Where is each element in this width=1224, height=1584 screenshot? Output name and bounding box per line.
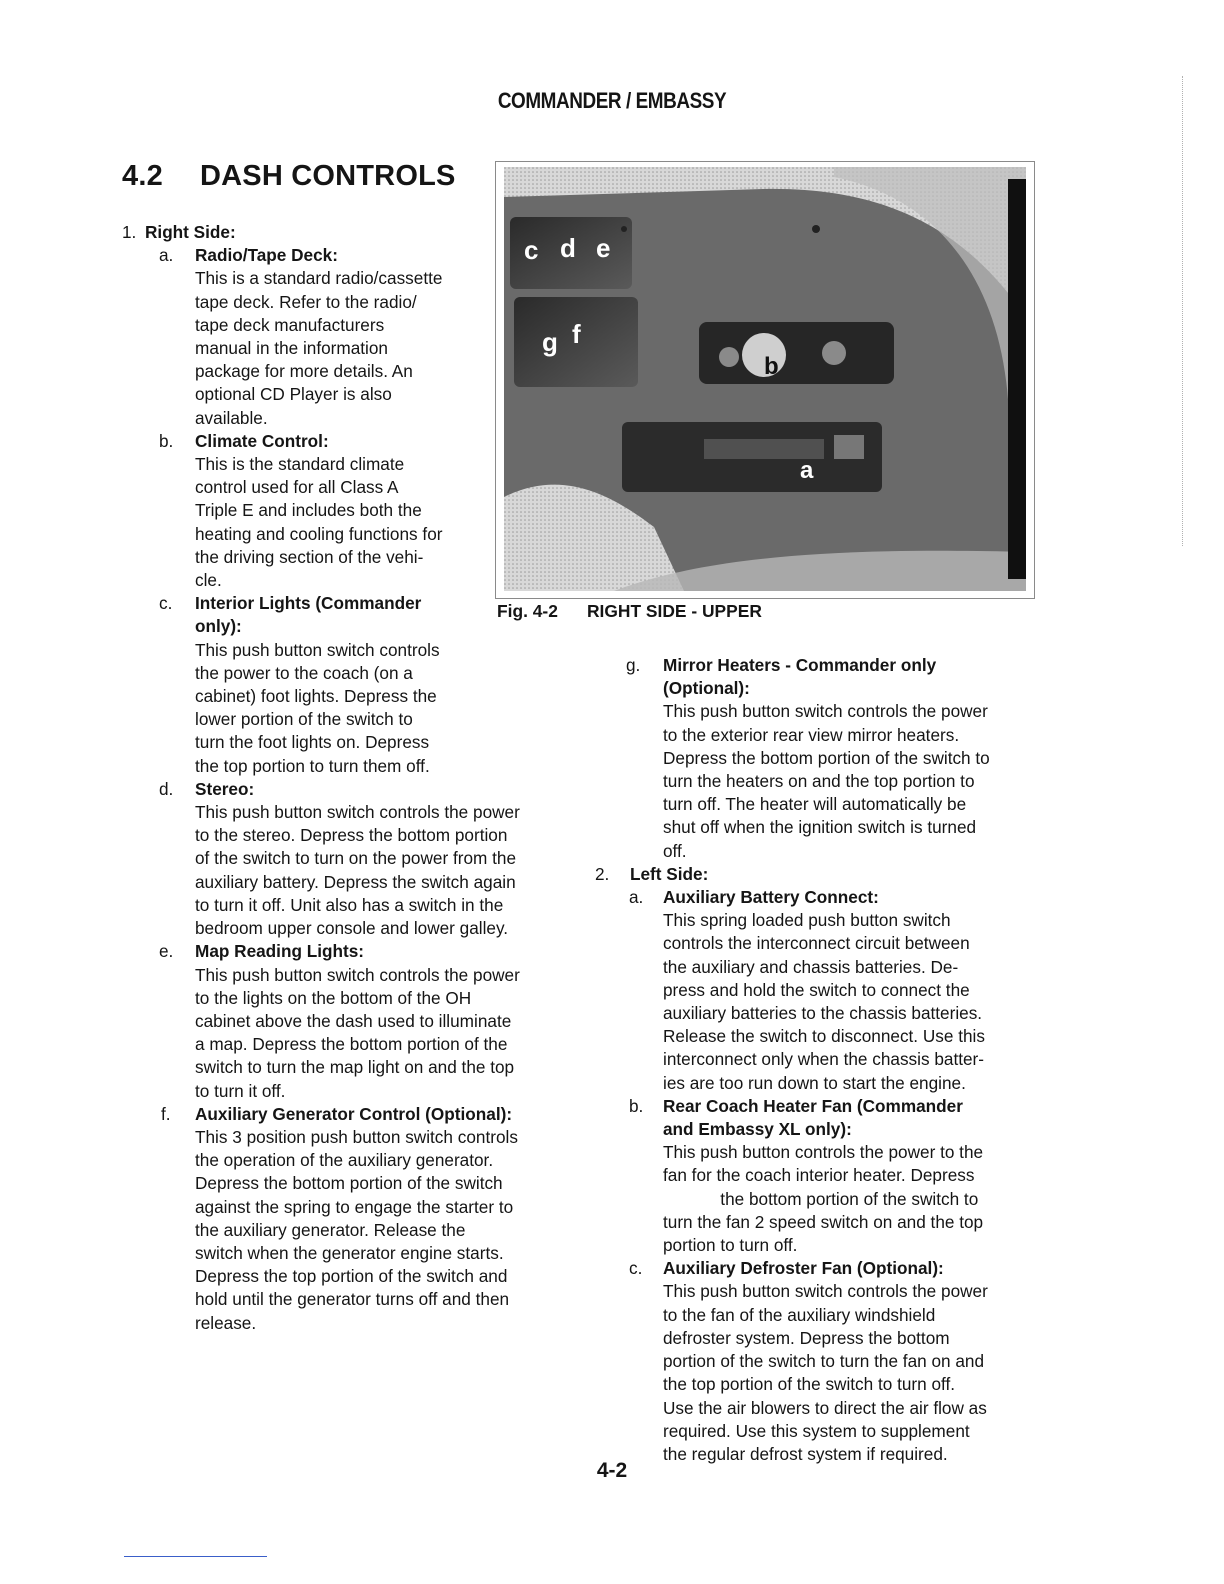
callout-e: e: [596, 233, 611, 263]
item-heading: Auxiliary Battery Connect:: [663, 887, 879, 908]
text-line: the auxiliary generator. Release the: [195, 1219, 466, 1240]
text-line: to the stereo. Depress the bottom portion: [195, 825, 508, 846]
left-item-b: [595, 1095, 1045, 1257]
item-heading: Map Reading Lights:: [195, 941, 365, 962]
text-line: package for more details. An: [195, 361, 413, 382]
figure-caption: [497, 601, 762, 622]
text-line: press and hold the switch to connect the: [663, 979, 970, 1000]
item-letter: c.: [629, 1258, 643, 1279]
text-line: shut off when the ignition switch is turned: [663, 817, 977, 838]
text-line: This push button switch controls the power: [195, 964, 520, 985]
text-line: lower portion of the switch to: [195, 709, 413, 730]
figure-number: Fig. 4-2: [497, 601, 558, 621]
text-line: tape deck. Refer to the radio/: [195, 291, 417, 312]
item-heading: Interior Lights (Commander: [195, 593, 422, 614]
text-line: auxiliary batteries to the chassis batteries.: [663, 1003, 983, 1024]
figure-title: RIGHT SIDE - UPPER: [587, 601, 762, 621]
item-heading: only):: [195, 616, 242, 637]
text-line: This spring loaded push button switch: [663, 910, 951, 931]
callout-c: c: [524, 235, 539, 265]
text-line: against the spring to engage the starter to: [195, 1196, 514, 1217]
text-line: the driving section of the vehi-: [195, 546, 424, 567]
item-letter: b.: [629, 1095, 644, 1116]
callout-g: g: [542, 327, 558, 357]
text-line: to the lights on the bottom of the OH: [195, 987, 472, 1008]
text-line: to the fan of the auxiliary windshield: [663, 1304, 936, 1325]
item-letter: a.: [159, 245, 174, 266]
text-line: This push button controls the power to the: [663, 1142, 984, 1163]
scan-margin-line: [1182, 76, 1183, 546]
page-number: 4-2: [596, 1459, 628, 1482]
text-line: Release the switch to disconnect. Use this: [663, 1026, 985, 1047]
item-letter: d.: [159, 778, 174, 799]
item-letter: e.: [159, 941, 174, 962]
text-line: Depress the bottom portion of the switch: [195, 1173, 503, 1194]
right-item-d: [125, 778, 575, 940]
text-line: tape deck manufacturers: [195, 314, 385, 335]
item-heading: Mirror Heaters - Commander only: [663, 655, 937, 675]
text-line: fan for the coach interior heater. Depress: [663, 1165, 975, 1186]
text-line: bedroom upper console and lower galley.: [195, 918, 509, 939]
callout-f: f: [572, 319, 581, 349]
text-line: cabinet) foot lights. Depress the: [195, 686, 437, 707]
text-line: to turn it off.: [195, 1080, 286, 1101]
item-letter: g.: [626, 655, 641, 675]
text-line: a map. Depress the bottom portion of the: [195, 1034, 508, 1055]
text-line: release.: [195, 1312, 257, 1333]
callout-d: d: [560, 233, 576, 263]
text-line: required. Use this system to supplement: [663, 1420, 970, 1441]
section-heading: DASH CONTROLS: [200, 160, 456, 192]
item-heading: Auxiliary Generator Control (Optional):: [195, 1103, 513, 1124]
text-line: portion of the switch to turn the fan on and: [663, 1351, 985, 1372]
text-line: Use the air blowers to direct the air flow as: [663, 1397, 987, 1418]
section-number: 4.2: [122, 160, 163, 192]
text-line: the top portion of the switch to turn off.: [663, 1374, 956, 1395]
item-letter: b.: [159, 430, 174, 451]
text-line: cabinet above the dash used to illuminate: [195, 1010, 512, 1031]
list-number: 2.: [595, 863, 610, 884]
list-heading: Right Side:: [145, 222, 236, 242]
text-line: This push button switch controls the power: [663, 701, 988, 722]
text-line: turn the fan 2 speed switch on and the top: [663, 1211, 984, 1232]
section-title: [122, 160, 456, 193]
item-heading: and Embassy XL only):: [663, 1119, 852, 1140]
text-line: hold until the generator turns off and then: [195, 1289, 510, 1310]
item-heading: Rear Coach Heater Fan (Commander: [663, 1095, 963, 1116]
text-line: ies are too run down to start the engine.: [663, 1072, 966, 1093]
text-line: of the switch to turn on the power from the: [195, 848, 516, 869]
text-line: the top portion to turn them off.: [195, 755, 430, 776]
right-item-f: [125, 1103, 575, 1335]
item-letter: f.: [161, 1103, 171, 1124]
text-line: Depress the top portion of the switch and: [195, 1266, 508, 1287]
left-item-a: [595, 886, 1045, 1095]
text-line: auxiliary battery. Depress the switch again: [195, 871, 516, 892]
text-line: turn the heaters on and the top portion to: [663, 771, 975, 792]
text-line: the regular defrost system if required.: [663, 1443, 948, 1464]
text-line: This push button switch controls: [195, 639, 440, 660]
text-line: This is the standard climate: [195, 454, 405, 475]
footer-rule: [124, 1556, 267, 1557]
item-heading: Climate Control:: [195, 430, 329, 451]
text-line: This is a standard radio/cassette: [195, 268, 443, 289]
text-line: interconnect only when the chassis batter-: [663, 1049, 985, 1070]
dash-photo: [504, 167, 1026, 591]
text-line: switch to turn the map light on and the top: [195, 1057, 515, 1078]
left-item-c: [595, 1257, 1045, 1466]
text-line: the auxiliary and chassis batteries. De-: [663, 956, 959, 977]
text-line: turn off. The heater will automatically be: [663, 794, 967, 815]
text-line: optional CD Player is also: [195, 384, 392, 405]
text-line: the bottom portion of the switch to: [663, 1188, 979, 1209]
text-line: switch when the generator engine starts.: [195, 1242, 504, 1263]
list-number: 1.: [122, 222, 137, 242]
text-line: off.: [663, 840, 687, 861]
text-line: the operation of the auxiliary generator.: [195, 1150, 494, 1171]
right-item-g: [595, 654, 1045, 863]
text-line: This push button switch controls the power: [663, 1281, 988, 1302]
text-line: This push button switch controls the power: [195, 802, 520, 823]
list-item-left-side: [595, 863, 1045, 886]
text-line: controls the interconnect circuit between: [663, 933, 970, 954]
text-line: turn the foot lights on. Depress: [195, 732, 430, 753]
list-heading: Left Side:: [630, 863, 709, 884]
item-heading: Stereo:: [195, 778, 255, 799]
text-line: Depress the bottom portion of the switch to: [663, 747, 990, 768]
text-line: control used for all Class A: [195, 477, 399, 498]
text-line: This 3 position push button switch controls: [195, 1126, 518, 1147]
callout-b: b: [764, 353, 779, 380]
text-line: heating and cooling functions for: [195, 523, 443, 544]
right-column: [595, 654, 1045, 1466]
text-line: the power to the coach (on a: [195, 662, 413, 683]
item-letter: c.: [159, 593, 173, 614]
item-letter: a.: [629, 887, 644, 908]
text-line: manual in the information: [195, 338, 388, 359]
item-heading: Radio/Tape Deck:: [195, 245, 338, 266]
text-line: to turn it off. Unit also has a switch in the: [195, 894, 504, 915]
item-heading: (Optional):: [663, 678, 750, 699]
text-line: available.: [195, 407, 268, 428]
text-line: portion to turn off.: [663, 1235, 798, 1256]
text-line: defroster system. Depress the bottom: [663, 1327, 950, 1348]
right-item-e: [125, 940, 575, 1102]
text-line: to the exterior rear view mirror heaters.: [663, 724, 960, 745]
text-line: Triple E and includes both the: [195, 500, 422, 521]
running-header: COMMANDER / EMBASSY: [497, 88, 727, 113]
callout-a: a: [800, 457, 814, 484]
item-heading: Auxiliary Defroster Fan (Optional):: [663, 1258, 944, 1279]
text-line: cle.: [195, 570, 222, 591]
